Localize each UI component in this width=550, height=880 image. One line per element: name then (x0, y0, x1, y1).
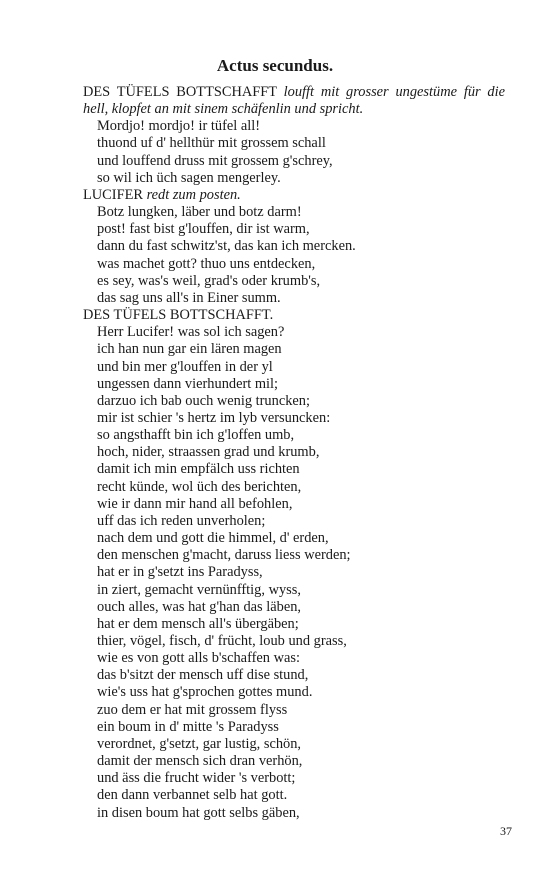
play-text (83, 84, 505, 822)
verse-line: wie es von gott alls b'schaffen was: (97, 650, 300, 667)
verse-line: ouch alles, was hat g'han das läben, (97, 598, 301, 615)
verse-line: wie ir dann mir hand all befohlen, (97, 495, 293, 512)
verse-line: damit ich min empfälch uss richten (97, 461, 300, 478)
verse-line: damit der mensch sich dran verhön, (97, 753, 303, 770)
verse-line: und äss die frucht wider 's verbott; (97, 770, 296, 787)
page-number: 37 (500, 824, 512, 838)
speaker-heading (83, 187, 505, 204)
verse-line: hoch, nider, straassen grad und krumb, (97, 444, 320, 461)
verse-line: dann du fast schwitz'st, das kan ich mercken. (97, 238, 356, 255)
verse-line: den dann verbannet selb hat gott. (97, 787, 288, 804)
verse-line: ungessen dann vierhundert mil; (97, 375, 279, 392)
verse-line: ich han nun gar ein lären magen (97, 341, 282, 358)
verse-line: nach dem und gott die himmel, d' erden, (97, 530, 329, 547)
act-title: Actus secundus. (216, 56, 334, 75)
verse-line: post! fast bist g'louffen, dir ist warm, (97, 221, 310, 238)
verse-line: in disen boum hat gott selbs gäben, (97, 804, 300, 821)
verse-line: ein boum in d' mitte 's Paradyss (97, 718, 279, 735)
verse-line: recht künde, wol üch des berichten, (97, 478, 302, 495)
verse-line: hat er in g'setzt ins Paradyss, (97, 564, 263, 581)
speaker-name: DES TÜFELS BOTTSCHAFFT. (83, 307, 274, 324)
speaker-heading (83, 307, 505, 324)
verse-line: den menschen g'macht, daruss liess werden; (97, 547, 351, 564)
verse-line: so angsthafft bin ich g'loffen umb, (97, 427, 295, 444)
verse-line: verordnet, g'setzt, gar lustig, schön, (97, 735, 302, 752)
verse-line: Mordjo! mordjo! ir tüfel all! (97, 118, 261, 135)
verse-line: das b'sitzt der mensch uff dise stund, (97, 667, 309, 684)
verse-line: wie's uss hat g'sprochen gottes mund. (97, 684, 313, 701)
verse-line: so wil ich üch sagen mengerley. (97, 169, 281, 186)
verse-line: in ziert, gemacht vernünfftig, wyss, (97, 581, 301, 598)
verse-line: Botz lungken, läber und botz darm! (97, 204, 302, 221)
verse-line: und bin mer g'louffen in der yl (97, 358, 273, 375)
verse-line: thier, vögel, fisch, d' frücht, loub und grass, (97, 633, 347, 649)
stage-direction: loufft mit grosser ungestüme für die hell, klopfet an mit sinem schäfenlin und spricht. (83, 84, 505, 118)
verse-line: und louffend druss mit grossem g'schrey, (97, 152, 333, 169)
stage-direction: redt zum posten. (146, 186, 241, 203)
verse-line: uff das ich reden unverholen; (97, 512, 266, 529)
speaker-name: LUCIFER (83, 186, 143, 203)
verse-line: thuond uf d' hellthür mit grossem schall (97, 135, 326, 152)
verse-line: was machet gott? thuo uns entdecken, (97, 255, 316, 272)
verse-line: Herr Lucifer! was sol ich sagen? (97, 324, 285, 341)
speaker-heading (83, 84, 505, 118)
verse-line: das sag uns all's in Einer summ. (97, 289, 281, 306)
verse-line: hat er dem mensch all's übergäben; (97, 615, 299, 632)
speaker-name: DES TÜFELS BOTTSCHAFFT (83, 84, 277, 100)
verse-line: darzuo ich bab ouch wenig truncken; (97, 392, 310, 409)
verse-line: es sey, was's weil, grad's oder krumb's, (97, 272, 321, 289)
verse-line: mir ist schier 's hertz im lyb versuncken: (97, 409, 331, 426)
verse-line: zuo dem er hat mit grossem flyss (97, 701, 288, 718)
